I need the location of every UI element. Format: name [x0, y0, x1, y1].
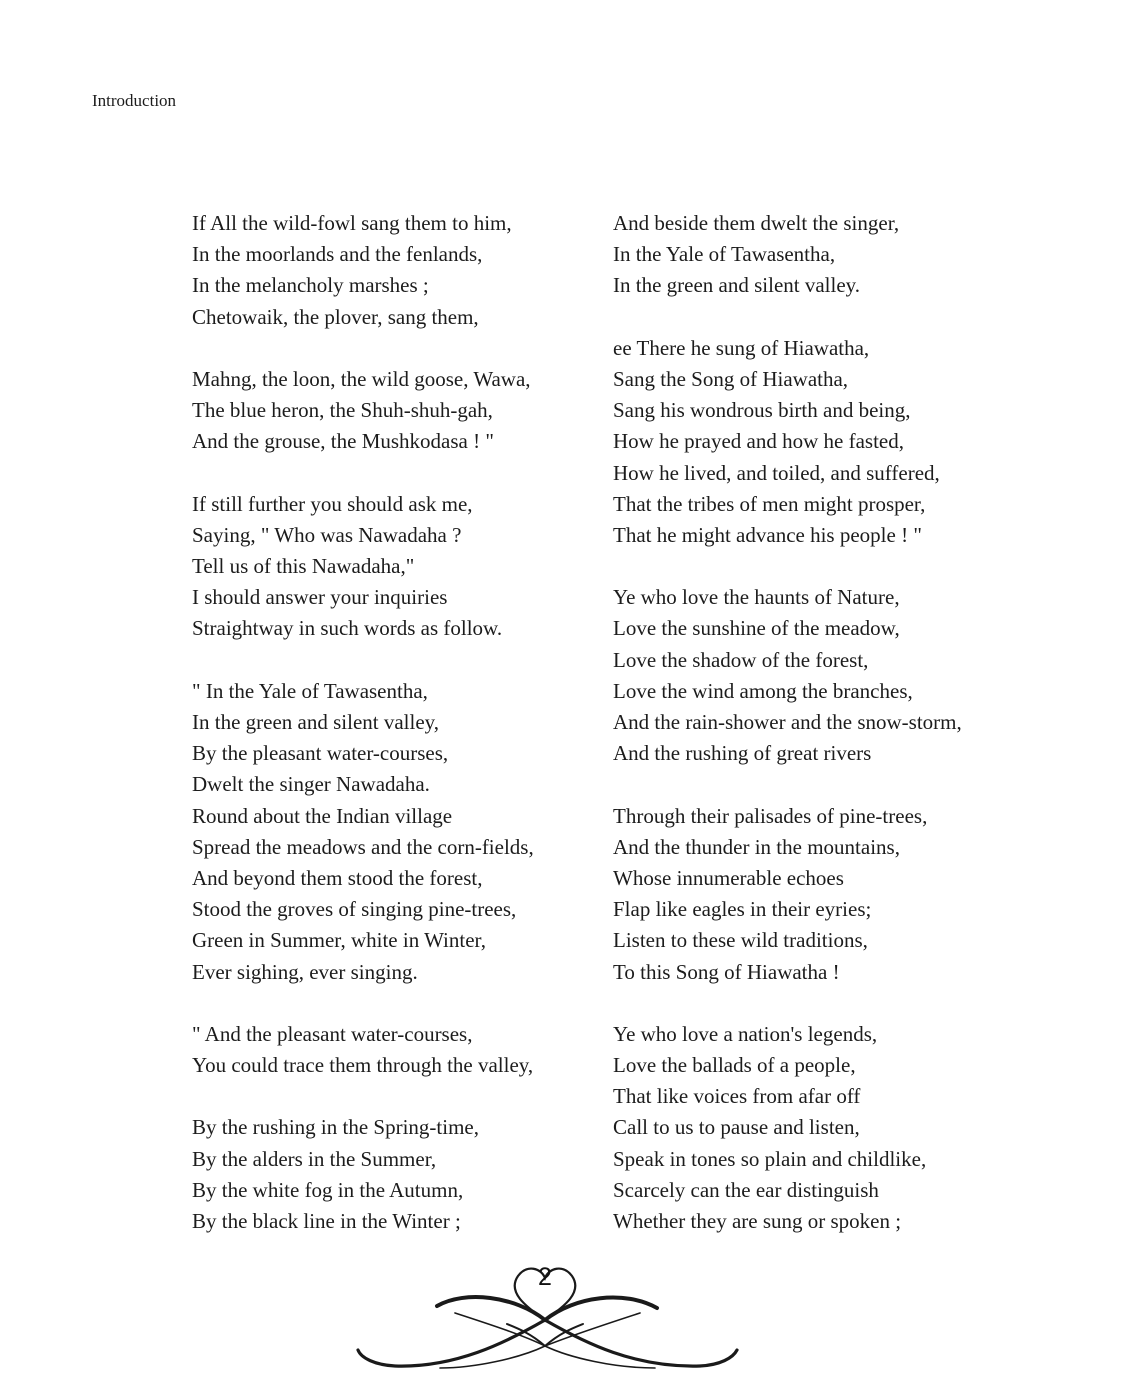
verse-line: Ever sighing, ever singing. [192, 959, 418, 984]
stanza [192, 1019, 534, 1081]
verse-line: Listen to these wild traditions, [613, 928, 868, 953]
verse-line: Scarcely can the ear distinguish [613, 1177, 879, 1202]
verse-line: By the black line in the Winter ; [192, 1209, 461, 1233]
verse-line: That he might advance his people ! " [613, 522, 922, 547]
stanza [613, 801, 962, 988]
verse-line: Tell us of this Nawadaha," [192, 554, 415, 579]
verse-line: To this Song of Hiawatha ! [613, 959, 840, 984]
verse-line: Round about the Indian village [192, 803, 453, 828]
running-title: Introduction [92, 91, 177, 110]
verse-line: And beside them dwelt the singer, [613, 211, 900, 235]
verse-line: That like voices from afar off [613, 1084, 861, 1109]
verse-line: Love the shadow of the forest, [613, 647, 869, 672]
verse-line: By the pleasant water-courses, [192, 741, 449, 766]
verse-line: By the alders in the Summer, [192, 1146, 437, 1171]
verse-line: Ye who love the haunts of Nature, [613, 585, 900, 610]
verse-line: By the rushing in the Spring-time, [192, 1115, 479, 1140]
verse-line: Love the sunshine of the meadow, [613, 616, 900, 641]
verse-line: In the green and silent valley. [613, 273, 861, 298]
verse-line: Call to us to pause and listen, [613, 1115, 860, 1140]
verse-line: ee There he sung of Hiawatha, [613, 335, 870, 360]
verse-line: Whether they are sung or spoken ; [613, 1209, 902, 1233]
verse-line: Straightway in such words as follow. [192, 616, 503, 641]
stanza [613, 333, 962, 551]
stanza [192, 364, 534, 458]
verse-line: Sang the Song of Hiawatha, [613, 366, 849, 391]
stanza [192, 208, 534, 333]
left-poem-column [192, 208, 534, 1237]
page-number: 2 [538, 1263, 552, 1291]
verse-line: And the rushing of great rivers [613, 741, 872, 766]
verse-line: Through their palisades of pine-trees, [613, 803, 928, 828]
verse-line: And the rain-shower and the snow-storm, [613, 710, 962, 734]
verse-line: Saying, " Who was Nawadaha ? [192, 522, 462, 547]
verse-line: Speak in tones so plain and childlike, [613, 1146, 927, 1171]
stanza [613, 208, 962, 302]
stanza [192, 489, 534, 645]
verse-line: And the thunder in the mountains, [613, 834, 900, 859]
verse-line: Chetowaik, the plover, sang them, [192, 304, 479, 329]
verse-line: How he prayed and how he fasted, [613, 429, 904, 454]
verse-line: That the tribes of men might prosper, [613, 491, 926, 516]
right-poem-column [613, 208, 962, 1237]
verse-line: Spread the meadows and the corn-fields, [192, 834, 534, 859]
verse-line: " And the pleasant water-courses, [192, 1021, 473, 1046]
verse-line: Green in Summer, white in Winter, [192, 928, 486, 953]
stanza [613, 1019, 962, 1237]
verse-line: The blue heron, the Shuh-shuh-gah, [192, 398, 493, 423]
verse-line: In the green and silent valley, [192, 710, 440, 734]
verse-line: By the white fog in the Autumn, [192, 1177, 464, 1202]
verse-line: Sang his wondrous birth and being, [613, 398, 911, 423]
verse-line: Ye who love a nation's legends, [613, 1021, 878, 1046]
verse-line: You could trace them through the valley, [192, 1053, 534, 1078]
verse-line: And beyond them stood the forest, [192, 865, 483, 890]
verse-line: If still further you should ask me, [192, 491, 473, 516]
stanza [613, 582, 962, 769]
verse-line: If All the wild-fowl sang them to him, [192, 211, 512, 235]
verse-line: " In the Yale of Tawasentha, [192, 678, 428, 703]
verse-line: In the moorlands and the fenlands, [192, 242, 483, 267]
verse-line: Mahng, the loon, the wild goose, Wawa, [192, 366, 531, 391]
verse-line: In the Yale of Tawasentha, [613, 242, 836, 267]
verse-line: In the melancholy marshes ; [192, 273, 429, 298]
verse-line: Flap like eagles in their eyries; [613, 897, 872, 922]
stanza [192, 1112, 534, 1237]
verse-line: Dwelt the singer Nawadaha. [192, 772, 430, 797]
verse-line: And the grouse, the Mushkodasa ! " [192, 429, 494, 454]
stanza [192, 676, 534, 988]
verse-line: Love the wind among the branches, [613, 678, 913, 703]
verse-line: I should answer your inquiries [192, 585, 448, 610]
verse-line: Whose innumerable echoes [613, 865, 844, 890]
verse-line: Stood the groves of singing pine-trees, [192, 897, 517, 922]
verse-line: How he lived, and toiled, and suffered, [613, 460, 940, 485]
verse-line: Love the ballads of a people, [613, 1053, 856, 1078]
